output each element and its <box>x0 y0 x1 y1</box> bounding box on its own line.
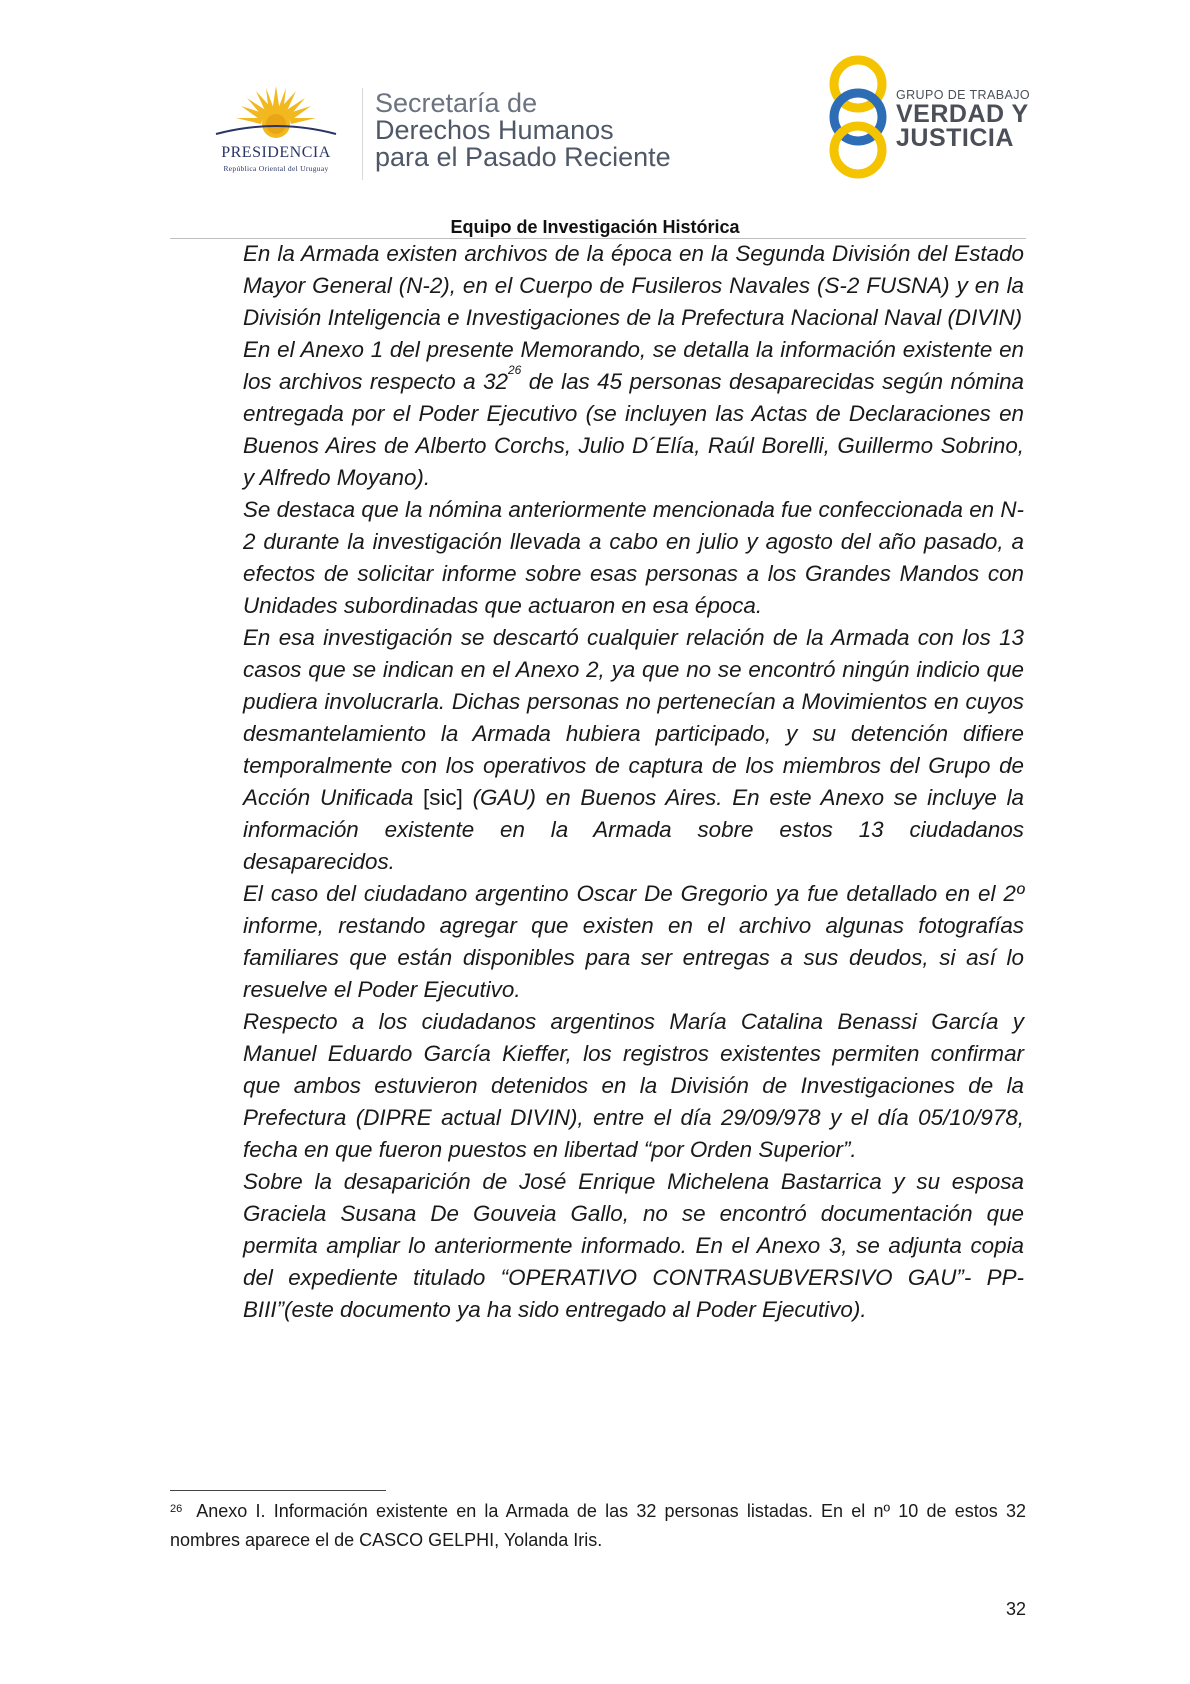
paragraph-5: El caso del ciudadano argentino Oscar De Gregorio ya fue detallado en el 2º informe, restando agregar que existen en el archivo algunas fotografías familiares que están disponibles para ser entregas a sus deudos, si así lo resuelve el Poder Ejecutivo. <box>243 881 1024 1002</box>
secretaria-title <box>375 90 671 171</box>
grupo-line3: JUSTICIA <box>896 124 1014 152</box>
sic-marker: [sic] <box>423 785 463 810</box>
page-number: 32 <box>1005 1599 1026 1619</box>
verdad-justicia-rings-logo-icon <box>818 54 898 180</box>
page-header <box>0 0 1190 240</box>
paragraph-1: En la Armada existen archivos de la época en la Segunda División del Estado Mayor General (N-2), en el Cuerpo de Fusileros Navales (S-2 FUSNA) y en la División Inteligencia e Investigaciones de la Prefectura Nacional Naval (DIVIN) <box>243 241 1024 330</box>
paragraph-6: Respecto a los ciudadanos argentinos María Catalina Benassi García y Manuel Eduardo García Kieffer, los registros existentes permiten confirmar que ambos estuvieron detenidos en la División de Investigaciones de la Prefectura (DIPRE actual DIVIN), entre el día 29/09/978 y el día 05/10/978, fecha en que fueron puestos en libertad “por Orden Superior”. <box>243 1009 1024 1162</box>
paragraph-2-part-b: de las 45 personas desaparecidas según nómina entregada por el Poder Ejecutivo (se incluyen las Actas de Declaraciones en Buenos Aires de Alberto Corchs, Julio D´Elía, Raúl Borelli, Guillermo Sobrino, y Alfredo Moyano). <box>243 369 1024 490</box>
presidencia-name: PRESIDENCIA <box>221 144 331 161</box>
paragraph-3: Se destaca que la nómina anteriormente mencionada fue confeccionada en N-2 durante la investigación llevada a cabo en julio y agosto del año pasado, a efectos de solicitar informe sobre esas personas a los Grandes Mandos con Unidades subordinadas que actuaron en esa época. <box>243 497 1024 618</box>
presidencia-subtitle: República Oriental del Uruguay <box>223 164 329 173</box>
secretaria-line1: Secretaría de <box>375 88 538 118</box>
footnote <box>170 1497 1026 1555</box>
footnote-rule <box>170 1490 386 1491</box>
team-title: Equipo de Investigación Histórica <box>450 217 740 237</box>
footnote-text: Anexo I. Información existente en la Armada de las 32 personas listadas. En el nº 10 de estos 32 nombres aparece el de CASCO GELPHI, Yolanda Iris. <box>170 1501 1026 1550</box>
header-divider <box>362 88 363 180</box>
document-body <box>243 238 1024 1326</box>
footnote-number: 26 <box>170 1503 183 1515</box>
secretaria-line3: para el Pasado Reciente <box>375 142 671 172</box>
grupo-line1: GRUPO DE TRABAJO <box>896 88 1030 102</box>
paragraph-2 <box>243 334 1024 494</box>
paragraph-2-part-a: En el Anexo 1 del presente Memorando, se detalla la información existente en los archivos respecto a 32 <box>243 337 1024 394</box>
paragraph-4-part-b: (GAU) en Buenos Aires. En este Anexo se incluye la información existente en la Armada sobre estos 13 ciudadanos desaparecidos. <box>243 785 1025 874</box>
grupo-line2: VERDAD Y <box>896 100 1029 128</box>
paragraph-7: Sobre la desaparición de José Enrique Michelena Bastarrica y su esposa Graciela Susana De Gouveia Gallo, no se encontró documentación que permita ampliar lo anteriormente informado. En el Anexo 3, se adjunta copia del expediente titulado “OPERATIVO CONTRASUBVERSIVO GAU”- PP-BIII”(este documento ya ha sido entregado al Poder Ejecutivo). <box>243 1169 1024 1322</box>
paragraph-4 <box>243 622 1024 878</box>
footnote-ref: 26 <box>507 363 522 377</box>
presidencia-sun-logo-icon <box>196 78 356 178</box>
grupo-trabajo-title <box>896 88 1030 150</box>
paragraph-4-part-a: En esa investigación se descartó cualquier relación de la Armada con los 13 casos que se indican en el Anexo 2, ya que no se encontró ningún indicio que pudiera involucrarla. Dichas personas no pertenecían a Movimientos en cuyos desmantelamiento la Armada hubiera participado, y su detención difiere temporalmente con los operativos de captura de los miembros del Grupo de Acción Unificada <box>243 625 1024 810</box>
secretaria-line2: Derechos Humanos <box>375 115 614 145</box>
